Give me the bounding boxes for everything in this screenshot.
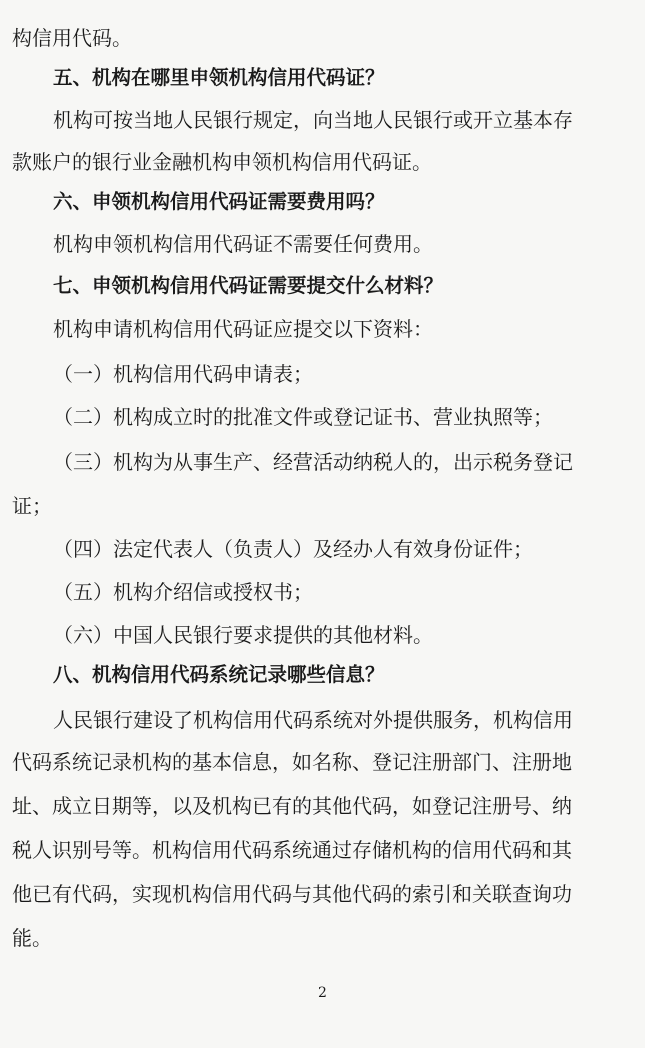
text-line: 他已有代码，实现机构信用代码与其他代码的索引和关联查询功 xyxy=(12,882,572,906)
text-line: 构信用代码。 xyxy=(12,26,132,50)
text-line: 款账户的银行业金融机构申领机构信用代码证。 xyxy=(12,150,432,174)
text-line: 机构申领机构信用代码证不需要任何费用。 xyxy=(53,232,433,256)
section-heading-6: 六、申领机构信用代码证需要费用吗？ xyxy=(53,190,385,213)
text-line: 证； xyxy=(12,494,52,518)
list-item: （五）机构介绍信或授权书； xyxy=(53,580,313,604)
text-line: 能。 xyxy=(12,926,52,950)
text-line: 机构可按当地人民银行规定，向当地人民银行或开立基本存 xyxy=(53,108,573,132)
text-line: 人民银行建设了机构信用代码系统对外提供服务，机构信用 xyxy=(53,708,573,732)
list-item: （四）法定代表人（负责人）及经办人有效身份证件； xyxy=(53,537,533,561)
section-heading-5: 五、机构在哪里申领机构信用代码证？ xyxy=(53,66,385,89)
list-item: （一）机构信用代码申请表； xyxy=(53,362,313,386)
list-item: （三）机构为从事生产、经营活动纳税人的，出示税务登记 xyxy=(53,450,573,474)
list-item: （六）中国人民银行要求提供的其他材料。 xyxy=(53,623,433,647)
list-item: （二）机构成立时的批准文件或登记证书、营业执照等； xyxy=(53,405,553,429)
text-line: 税人识别号等。机构信用代码系统通过存储机构的信用代码和其 xyxy=(12,838,572,862)
page-number: 2 xyxy=(318,985,327,1001)
text-line: 机构申请机构信用代码证应提交以下资料： xyxy=(53,317,433,341)
text-line: 址、成立日期等，以及机构已有的其他代码，如登记注册号、纳 xyxy=(12,794,572,818)
text-line: 代码系统记录机构的基本信息，如名称、登记注册部门、注册地 xyxy=(12,750,572,774)
section-heading-7: 七、申领机构信用代码证需要提交什么材料？ xyxy=(53,274,444,297)
section-heading-8: 八、机构信用代码系统记录哪些信息？ xyxy=(53,663,385,686)
